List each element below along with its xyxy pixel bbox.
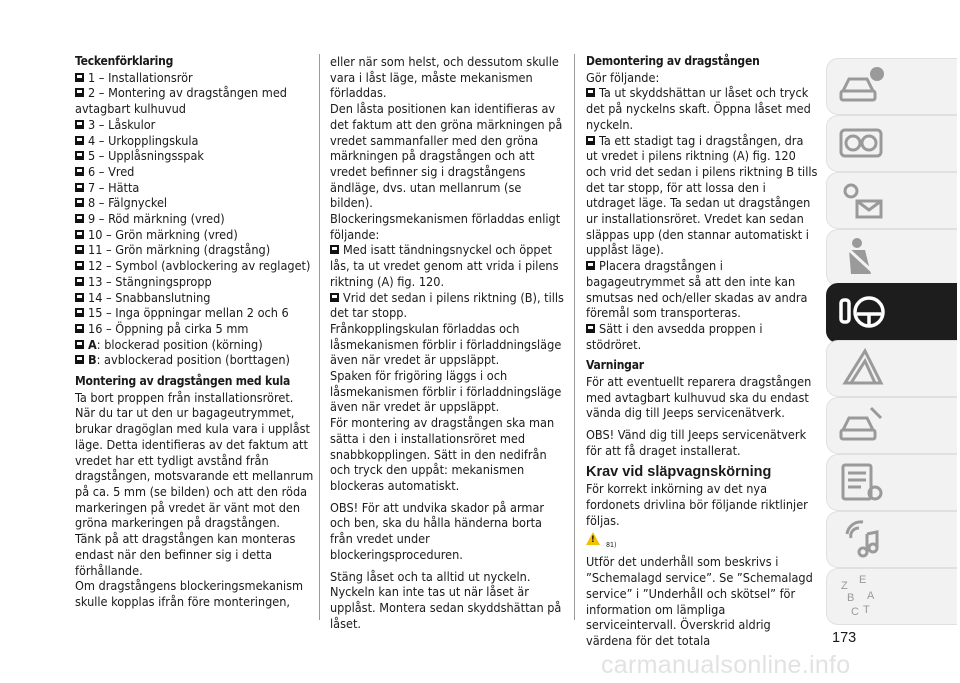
car-info-icon <box>837 63 885 109</box>
bullet-icon <box>330 245 339 254</box>
warning-icon <box>586 532 600 545</box>
legend-item: 10 – Grön märkning (vred) <box>75 227 315 243</box>
paragraph: Utför det underhåll som beskrivs i ”Schemalagd service”. Se ”Schemalagd service” i ”Underhåll och skötsel” för information om lämpliga serviceintervall. Överskrid aldrig värdena för det totala <box>586 554 813 648</box>
bullet-icon <box>75 214 84 223</box>
legend-item: 4 – Urkopplingskula <box>75 133 315 149</box>
paragraph: Spaken för frigöring läggs i och låsmekanismen förblir i förladdningsläge även när vredet är uppsläppt. <box>330 368 562 415</box>
paragraph: För korrekt inkörning av det nya fordonets drivlina bör följande riktlinjer följas. <box>586 481 808 528</box>
bullet-icon <box>586 136 595 145</box>
tab-lights-warning[interactable] <box>826 172 957 229</box>
warnings-title: Varningar <box>586 358 644 373</box>
bullet-icon <box>586 261 595 270</box>
svg-text:B: B <box>847 592 855 604</box>
bullet-icon <box>75 73 84 82</box>
bullet-item: Ta ut skyddshättan ur låset och tryck det på nyckelns skaft. Öppna låset med nyckeln. <box>586 85 811 132</box>
svg-text:C: C <box>851 606 859 618</box>
service-car-icon <box>837 402 885 448</box>
legend-item: 15 – Inga öppningar mellan 2 och 6 <box>75 305 315 321</box>
svg-text:Z: Z <box>841 580 848 592</box>
lights-warning-icon <box>837 177 885 223</box>
warning-reference <box>586 530 818 554</box>
section-title: Montering av dragstången med kula <box>75 374 291 389</box>
column-divider <box>319 54 320 620</box>
bullet-icon <box>75 308 84 317</box>
bullet-icon <box>75 151 84 160</box>
tab-starting-driving[interactable] <box>826 283 957 343</box>
page-number: 173 <box>832 630 857 646</box>
bullet-icon <box>330 293 339 302</box>
column-middle <box>330 54 565 631</box>
paragraph: Ta bort proppen från installationsröret. <box>75 389 294 405</box>
bullet-item: Med isatt tändningsnyckel och öppet lås, ta ut vredet genom att vrida i pilens riktning (A) fig. 120. <box>330 242 559 289</box>
bullet-item: Ta ett stadigt tag i dragstången, dra ut vredet i pilens riktning (A) fig. 120 och vrid det sedan i pilens riktning B tills det tar stopp, för att lossa den i utdraget läge. Ta sedan ut dragstången ur installationsröret. Vredet kan sedan släppas upp (den stannar automatiskt i upplåst läge). <box>586 132 818 258</box>
warning-code: 81) <box>606 541 617 550</box>
seatbelt-icon <box>837 234 885 280</box>
tab-emergency[interactable] <box>826 340 957 397</box>
emergency-triangle-icon <box>837 345 885 391</box>
svg-text:T: T <box>863 604 870 616</box>
paragraph: Gör följande: <box>586 69 660 85</box>
bullet-icon <box>75 167 84 176</box>
paragraph: Tänk på att dragstången kan monteras endast när den befinner sig i detta förhållande. <box>75 531 296 578</box>
paragraph: Stäng låset och ta alltid ut nyckeln. Nyckeln kan inte tas ut när låset är upplåst. Montera sedan skyddshättan på låset. <box>330 568 562 631</box>
paragraph: För montering av dragstången ska man sätta i den i installationsröret med snabbkopplingen. Sätt in den nedifrån och tryck den uppåt: mekanismen blockeras automatiskt. <box>330 415 555 493</box>
bullet-icon <box>75 230 84 239</box>
tab-seatbelt[interactable] <box>826 229 957 286</box>
key-steering-icon <box>837 288 889 338</box>
legend-item: 16 – Öppning på cirka 5 mm <box>75 321 315 337</box>
column-divider <box>574 54 575 620</box>
legend-item: 6 – Vred <box>75 164 315 180</box>
legend-item: 2 – Montering av dragstången med avtagbart kulhuvud <box>75 85 287 117</box>
legend-item: 9 – Röd märkning (vred) <box>75 211 315 227</box>
paragraph: För att eventuellt reparera dragstången med avtagbart kulhuvud ska du endast vända dig till Jeeps servicenätverk. <box>586 374 812 421</box>
bullet-item: Vrid det sedan i pilens riktning (B), tills det tar stopp. <box>330 289 564 321</box>
tab-multimedia[interactable] <box>826 511 957 568</box>
bullet-item: Placera dragstången i bagageutrymmet så att den inte kan smutsas ned och/eller skadas av andra föremål som transporteras. <box>586 258 808 321</box>
bullet-icon <box>75 88 84 97</box>
paragraph: Blockeringsmekanismen förladdas enligt följande: <box>330 211 561 242</box>
tab-technical-data[interactable] <box>826 454 957 511</box>
paragraph: OBS! För att undvika skador på armar och ben, ska du hålla händerna borta från vredet under blockeringsproceduren. <box>330 499 545 562</box>
watermark: carmanualsonline.info <box>601 651 851 679</box>
bullet-icon <box>586 324 595 333</box>
bullet-icon <box>75 324 84 333</box>
bullet-icon <box>75 293 84 302</box>
bullet-icon <box>75 261 84 270</box>
paragraph: När du tar ut den ur bagageutrymmet, brukar dragöglan med kula vara i upplåst läge. Detta identifieras av det faktum att vredet har ett tydligt avstånd från dragstången, motsvarande ett mellanrum på ca. 5 mm (se bilden) och att den röda markeringen på vredet är vänt mot den gröna markeringen på dragstången. <box>75 405 314 531</box>
bullet-icon <box>75 183 84 192</box>
tab-index[interactable] <box>826 568 957 625</box>
paragraph: Frånkopplingskulan förladdas och låsmekanismen förblir i förladdningsläge även när vredet är uppsläppt. <box>330 320 562 368</box>
legend-item: 1 – Installationsrör <box>75 70 315 86</box>
multimedia-icon <box>837 516 885 562</box>
technical-data-icon <box>837 459 885 505</box>
bullet-icon <box>75 198 84 207</box>
legend-list <box>75 70 315 337</box>
paragraph: Om dragstångens blockeringsmekanism skulle kopplas ifrån före monteringen, <box>75 578 304 609</box>
tab-dashboard[interactable] <box>826 115 957 172</box>
bullet-icon <box>75 245 84 254</box>
legend-item: 13 – Stängningspropp <box>75 274 315 290</box>
bullet-icon <box>586 88 595 97</box>
bullet-item: Sätt i den avsedda proppen i stödröret. <box>586 320 763 352</box>
bullet-icon <box>75 277 84 286</box>
legend-item: 7 – Hätta <box>75 180 315 196</box>
legend-title: Teckenförklaring <box>75 54 174 68</box>
tab-service[interactable] <box>826 397 957 454</box>
legend-item: 12 – Symbol (avblockering av reglaget) <box>75 258 315 274</box>
paragraph: OBS! Vänd dig till Jeeps servicenätverk för att få draget installerat. <box>586 427 807 458</box>
dashboard-icon <box>837 120 885 166</box>
bullet-icon <box>75 355 84 364</box>
heading: Krav vid släpvagnskörning <box>586 463 772 480</box>
bullet-icon <box>75 136 84 145</box>
legend-item: 8 – Fälgnyckel <box>75 195 315 211</box>
svg-text:A: A <box>867 590 875 602</box>
paragraph: eller när som helst, och dessutom skulle vara i låst läge, måste mekanismen förladdas. <box>330 54 559 101</box>
column-left <box>75 54 315 610</box>
section-title: Demontering av dragstången <box>586 54 760 68</box>
legend-item-a: A: blockerad position (körning) <box>75 337 315 353</box>
tab-car-info[interactable] <box>826 58 957 115</box>
index-icon <box>837 573 885 619</box>
legend-item: 14 – Snabbanslutning <box>75 290 315 306</box>
legend-item: 3 – Låskulor <box>75 117 315 133</box>
legend-item: 5 – Upplåsningsspak <box>75 148 315 164</box>
column-right <box>586 54 818 649</box>
bullet-icon <box>75 340 84 349</box>
paragraph: Den låsta positionen kan identifieras av det faktum att den gröna märkningen på vredet sammanfaller med den gröna märkningen på dragstången och att vredet befinner sig i dragstångens ändläge, dvs. utan mellanrum (se bilden). <box>330 101 563 211</box>
legend-item: 11 – Grön märkning (dragstång) <box>75 242 315 258</box>
svg-text:E: E <box>859 574 867 586</box>
bullet-icon <box>75 120 84 129</box>
legend-item-b: B: avblockerad position (borttagen) <box>75 352 315 368</box>
